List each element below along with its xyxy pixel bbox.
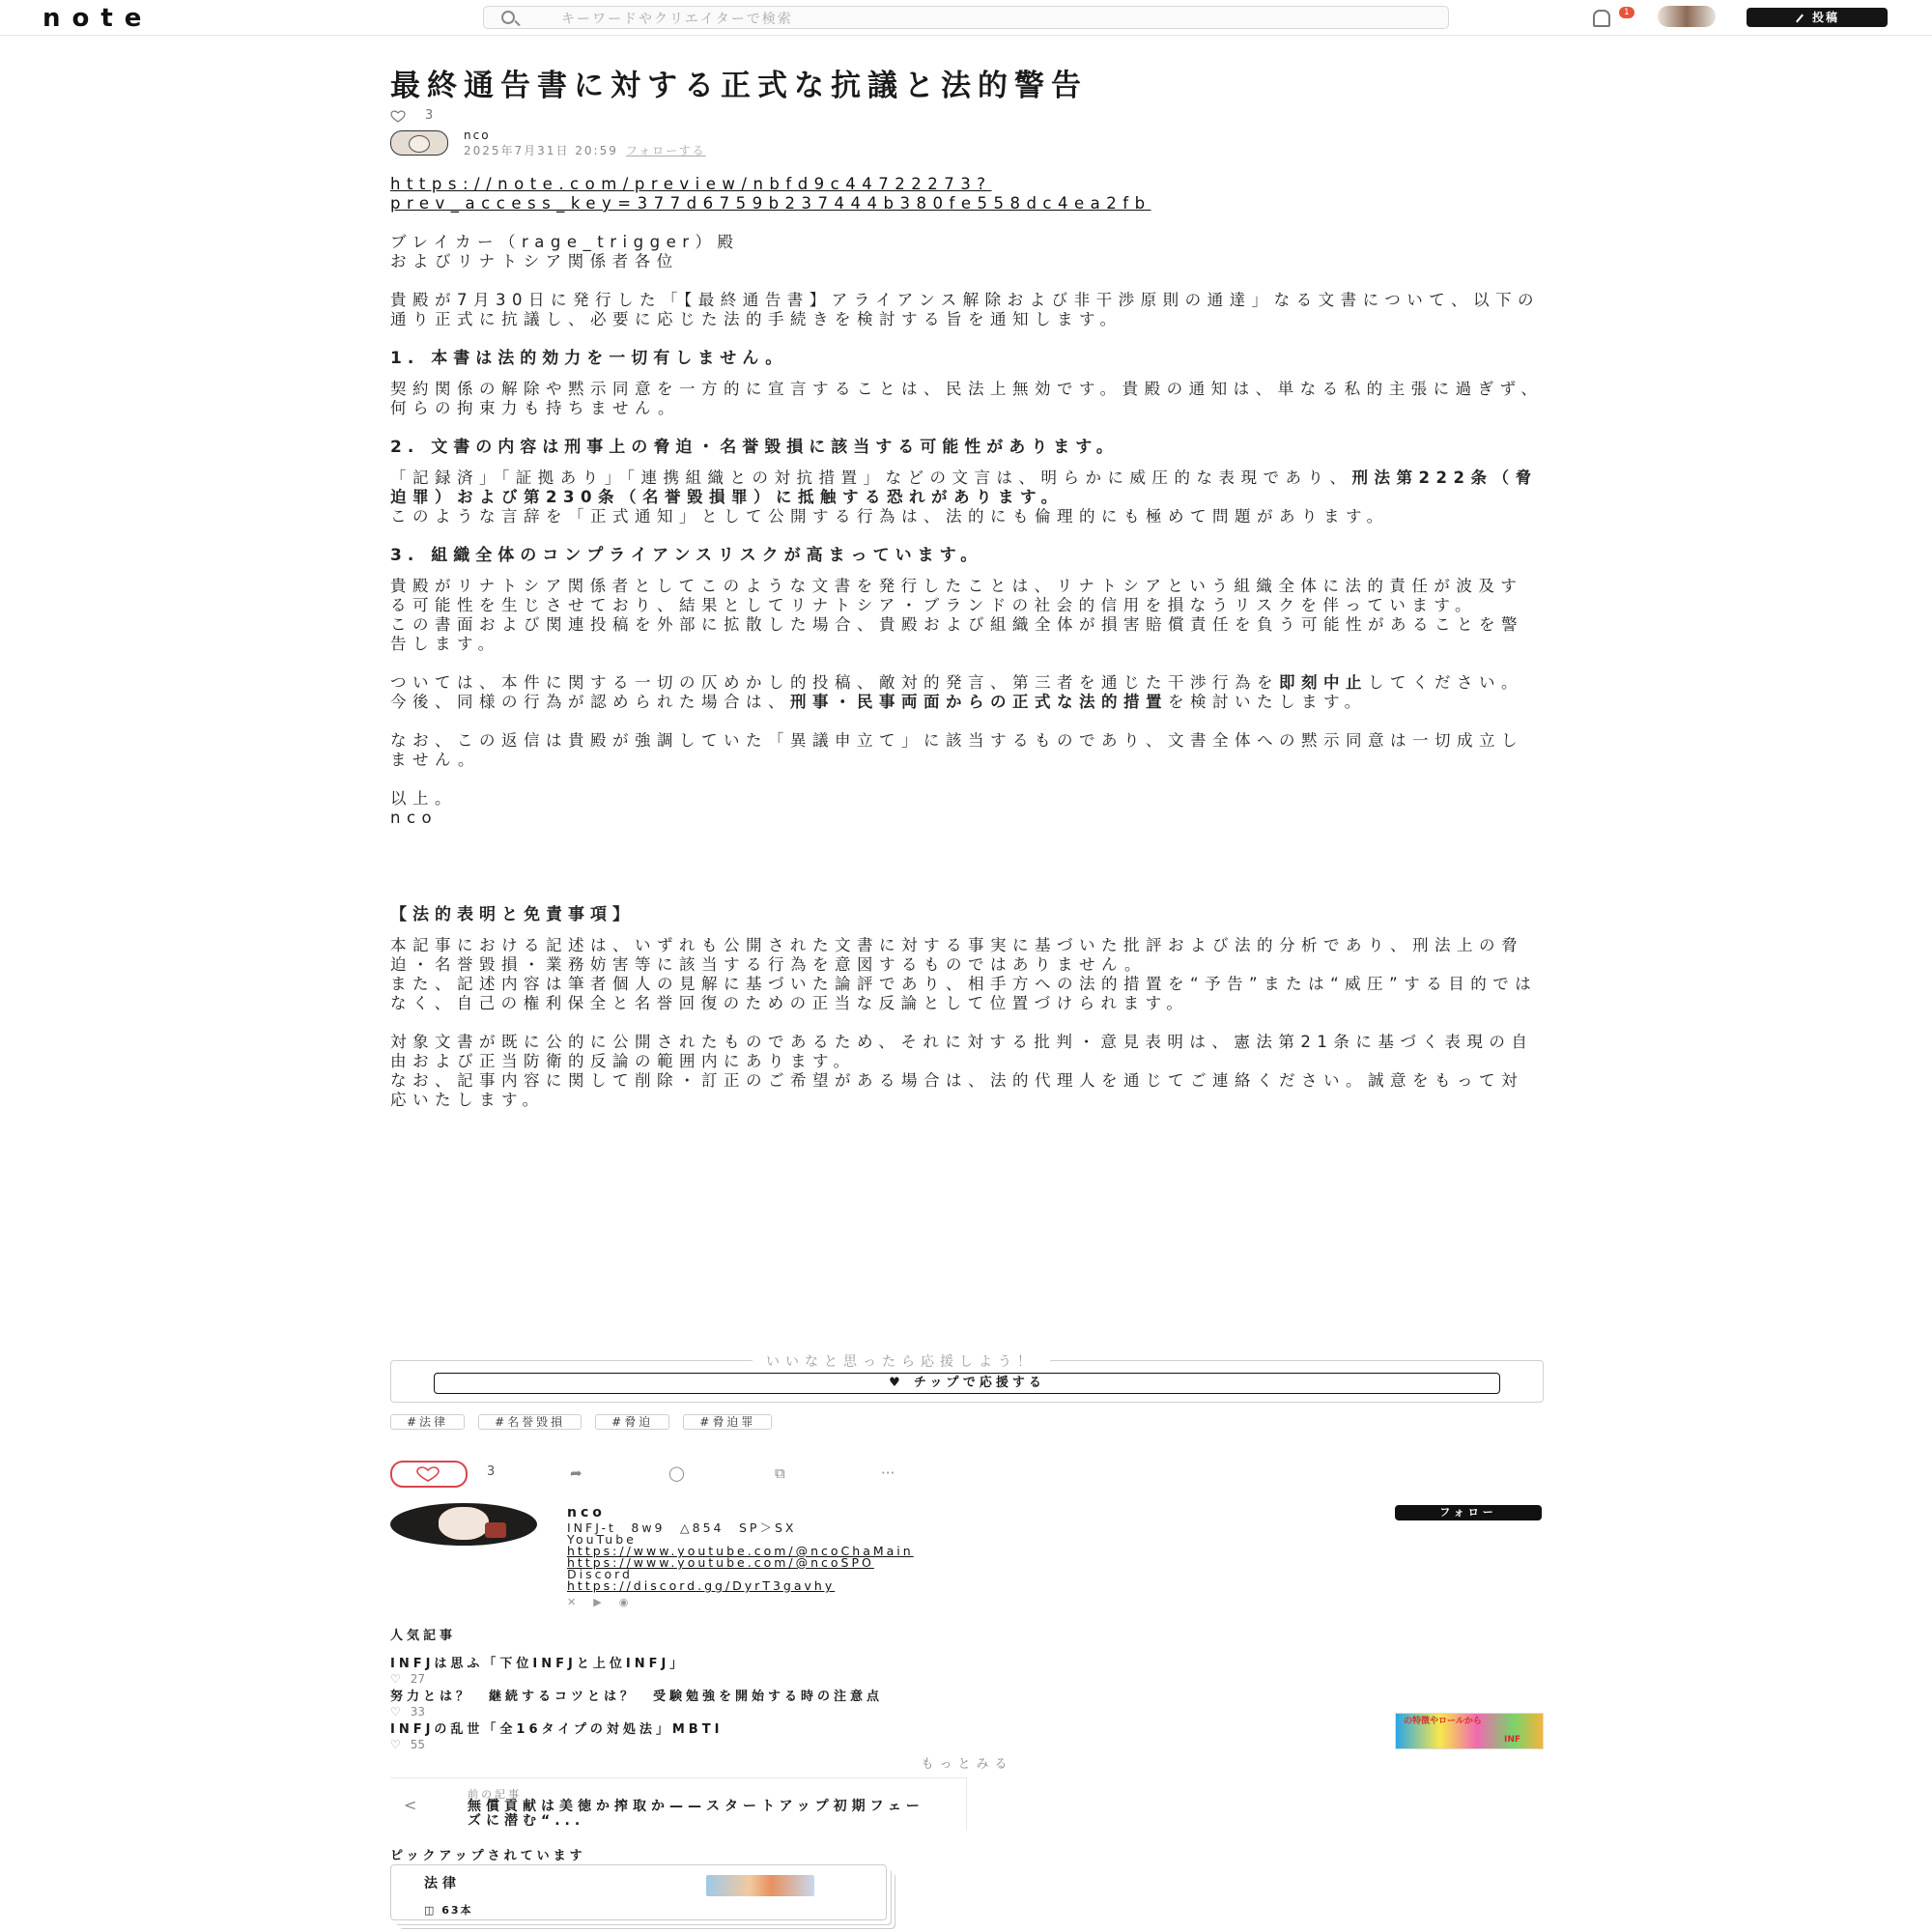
tip-button-label: チップで応援する: [913, 1376, 1045, 1390]
previous-article-label: 前の記事: [468, 1788, 522, 1801]
tag-chip[interactable]: #脅迫罪: [683, 1414, 772, 1430]
author-name[interactable]: nco: [464, 128, 491, 142]
publish-date: 2025年7月31日 20:59: [464, 144, 618, 157]
like-count: 3: [487, 1464, 496, 1479]
magazine-image: [706, 1875, 814, 1896]
youtube-link-spo[interactable]: https://www.youtube.com/@ncoSPO: [567, 1555, 874, 1570]
share-icon[interactable]: ➦: [570, 1464, 582, 1482]
popular-item[interactable]: [390, 1686, 1544, 1719]
thumbnail-text: INF: [1504, 1735, 1521, 1745]
discord-link[interactable]: https://discord.gg/DyrT3gavhy: [567, 1578, 836, 1593]
magazine-card[interactable]: [390, 1864, 887, 1920]
like-button[interactable]: [390, 1461, 468, 1488]
follow-button[interactable]: フォロー: [1395, 1505, 1542, 1520]
bold-run: 刑法第222条（脅迫罪）および第230条（名誉毀損罪）に抵触する恐れがあります。: [390, 469, 1538, 506]
post-button-label: 投稿: [1811, 11, 1839, 24]
tag-list: [390, 1411, 785, 1430]
magazine-icon: ◫: [424, 1904, 442, 1917]
rss-icon[interactable]: ◉: [618, 1596, 646, 1608]
follow-link[interactable]: フォローする: [625, 144, 706, 157]
search-input[interactable]: [483, 6, 1449, 29]
section-2-heading: 2. 文書の内容は刑事上の脅迫・名誉毀損に該当する可能性があります。: [390, 438, 1119, 457]
section-2-body: [390, 469, 1544, 526]
preview-link-line2[interactable]: prev_access_key=377d6759b237444b380fe558dc4ea2fb: [390, 194, 1151, 213]
text-run: 今後、同様の行為が認められた場合は、: [390, 693, 790, 711]
bell-icon[interactable]: [1593, 10, 1610, 27]
creator-avatar[interactable]: [390, 1503, 537, 1546]
popular-item-title[interactable]: 努力とは？ 継続するコツとは？ 受験勉強を開始する時の注意点: [390, 1690, 884, 1704]
intro-paragraph: 貴殿が7月30日に発行した「【最終通告書】アライアンス解除および非干渉原則の通達」なる文書について、以下の通り正式に抗議し、必要に応じた法的手続きを検討する旨を通知します。: [390, 291, 1540, 328]
search-icon: [501, 11, 515, 24]
heart-icon: ♡: [390, 1672, 401, 1686]
text-run: なお、記事内容に関して削除・訂正のご希望がある場合は、法的代理人を通じてご連絡ください。誠意をもって対応いたします。: [390, 1071, 1523, 1109]
popular-articles: [390, 1625, 1544, 1772]
tag-chip[interactable]: #名誉毀損: [478, 1414, 582, 1430]
article-title: 最終通告書に対する正式な抗議と法的警告: [390, 69, 1088, 103]
bio-line: INFJ-t 8w9 △854 SP＞SX: [567, 1520, 797, 1535]
popular-item[interactable]: [390, 1719, 1544, 1751]
heart-icon: ♡: [390, 1705, 401, 1719]
top-like-count: 3: [425, 108, 434, 123]
disclaimer-paragraph-2: [390, 1033, 1544, 1110]
show-more-link[interactable]: もっとみる: [921, 1757, 1013, 1772]
chevron-left-icon: <: [404, 1796, 417, 1814]
popular-item-title[interactable]: INFJの乱世「全16タイプの対処法」MBTI: [390, 1722, 724, 1737]
popular-item-thumbnail[interactable]: [1395, 1713, 1544, 1749]
popular-item[interactable]: [390, 1653, 1544, 1686]
text-run: また、記述内容は筆者個人の見解に基づいた論評であり、相手方への法的措置を“予告”または“威圧”する目的ではなく、自己の権利保全と名誉回復のための正当な反論として位置づけられます。: [390, 975, 1538, 1012]
article: [390, 71, 1544, 1129]
top-header: [0, 0, 1932, 36]
section-3-heading: 3. 組織全体のコンプライアンスリスクが高まっています。: [390, 546, 983, 565]
preview-link-line1[interactable]: https://note.com/preview/nbfd9c44722273?: [390, 175, 992, 193]
note-logo[interactable]: note: [43, 4, 154, 33]
demand-paragraph: [390, 673, 1544, 712]
tag-chip[interactable]: #脅迫: [595, 1414, 669, 1430]
addressee-line: およびリナトシア関係者各位: [390, 252, 679, 270]
creator-name[interactable]: nco: [567, 1505, 606, 1520]
like-count: 55: [410, 1738, 426, 1751]
top-like-row: [390, 108, 1544, 123]
bio-line: Discord: [567, 1567, 633, 1581]
bold-run: 即刻中止: [1279, 673, 1368, 692]
post-button[interactable]: [1747, 8, 1888, 27]
addressee: [390, 233, 1544, 271]
tip-button[interactable]: [434, 1373, 1500, 1394]
magazine-count-value: 63本: [441, 1904, 473, 1917]
support-lead: いいなと思ったら応援しよう！: [753, 1351, 1050, 1371]
text-run: 本記事における記述は、いずれも公開された文書に対する事実に基づいた批評および法的分析であり、刑法上の脅迫・名誉毀損・業務妨害等に該当する行為を意図するものではありません。: [390, 936, 1523, 974]
notification-badge: 1: [1619, 7, 1634, 18]
closing-text: 以上。: [390, 789, 457, 808]
author-avatar[interactable]: [390, 130, 448, 156]
bold-run: 刑事・民事両面からの正式な法的措置: [790, 693, 1168, 711]
bookmark-icon[interactable]: ⧉: [775, 1464, 785, 1482]
text-run: ついては、本件に関する一切の仄めかし的投稿、敵対的発言、第三者を通じた干渉行為を: [390, 673, 1279, 692]
text-run: 対象文書が既に公的に公開されたものであるため、それに対する批判・意見表明は、憲法第21条に基づく表現の自由および正当防衛的反論の範囲内にあります。: [390, 1033, 1534, 1070]
youtube-link-main[interactable]: https://www.youtube.com/@ncoChaMain: [567, 1544, 914, 1558]
support-box: [390, 1354, 1544, 1403]
preview-link-paragraph: [390, 175, 1544, 213]
magazine-count: [424, 1902, 473, 1918]
objection-paragraph: なお、この返信は貴殿が強調していた「異議申立て」に該当するものであり、文書全体への黙示同意は一切成立しません。: [390, 731, 1523, 769]
pen-icon: [1796, 14, 1804, 22]
disclaimer-heading: 【法的表明と免責事項】: [390, 905, 635, 924]
social-icons: [567, 1596, 645, 1608]
like-count: 27: [410, 1672, 426, 1686]
heart-coin-icon: ♥: [889, 1376, 904, 1390]
text-run: 「記録済」「証拠あり」「連携組織との対抗措置」などの文言は、明らかに威圧的な表現であり、: [390, 469, 1352, 487]
section-1-body: 契約関係の解除や黙示同意を一方的に宣言することは、民法上無効です。貴殿の通知は、単なる私的主張に過ぎず、何らの拘束力も持ちません。: [390, 380, 1544, 417]
disclaimer-paragraph-1: [390, 936, 1544, 1013]
youtube-icon[interactable]: ▶: [593, 1596, 619, 1608]
magazine-name: 法律: [424, 1876, 461, 1891]
tag-chip[interactable]: #法律: [390, 1414, 465, 1430]
publish-info: [464, 142, 706, 158]
action-bar: [390, 1461, 1542, 1486]
previous-article[interactable]: [390, 1777, 967, 1831]
text-run: を検討いたします。: [1168, 693, 1367, 711]
heart-icon: ♡: [390, 1738, 401, 1751]
creator-bio: [567, 1522, 914, 1592]
article-body: [390, 175, 1544, 1110]
like-count: 33: [410, 1705, 426, 1719]
picked-heading: ピックアップされています: [390, 1849, 586, 1863]
bio-line: YouTube: [567, 1532, 637, 1547]
signature: nco: [390, 809, 439, 827]
popular-item-likes: [390, 1738, 1544, 1751]
heart-icon: [415, 1466, 440, 1482]
heart-icon[interactable]: [390, 110, 406, 122]
popular-item-likes: [390, 1705, 1544, 1719]
creator-profile: [390, 1503, 1544, 1609]
author-row: [390, 128, 1544, 161]
more-icon[interactable]: ···: [881, 1464, 895, 1482]
search-placeholder: キーワードやクリエイターで検索: [561, 12, 793, 27]
comment-icon[interactable]: ◯: [668, 1464, 685, 1482]
closing: [390, 789, 1544, 828]
popular-item-likes: [390, 1672, 1544, 1686]
popular-heading: 人気記事: [390, 1629, 457, 1643]
addressee-line: ブレイカー（rage_trigger）殿: [390, 233, 740, 251]
thumbnail-text: の特徴やロールから: [1404, 1717, 1482, 1726]
section-3-body: [390, 577, 1544, 654]
text-run: 貴殿がリナトシア関係者としてこのような文書を発行したことは、リナトシアという組織全体に法的責任が波及する可能性を生じさせており、結果としてリナトシア・ブランドの社会的信用を損なうリスクを伴っています。: [390, 577, 1523, 614]
x-icon[interactable]: ✕: [567, 1596, 594, 1608]
previous-article-title: 無償貢献は美徳か搾取か——スタートアップ初期フェーズに潜む“...: [468, 1799, 924, 1829]
text-run: してください。: [1368, 673, 1523, 692]
popular-item-title[interactable]: INFJは思ふ「下位INFJと上位INFJ」: [390, 1657, 687, 1671]
spacer: [390, 847, 1544, 905]
section-1-heading: 1. 本書は法的効力を一切有しません。: [390, 349, 788, 368]
user-avatar[interactable]: [1658, 6, 1716, 27]
text-run: このような言辞を「正式通知」として公開する行為は、法的にも倫理的にも極めて問題があります。: [390, 507, 1389, 526]
text-run: この書面および関連投稿を外部に拡散した場合、貴殿および組織全体が損害賠償責任を負う可能性があることを警告します。: [390, 615, 1523, 653]
